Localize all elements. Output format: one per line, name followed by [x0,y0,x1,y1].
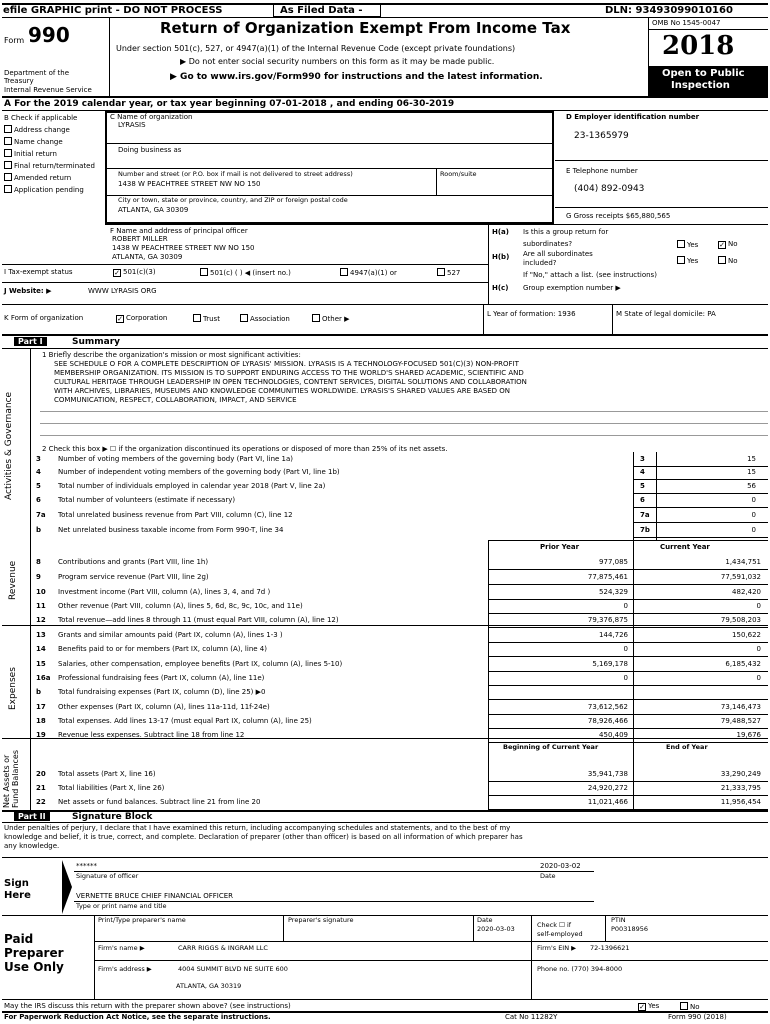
firm-ein: 72-1396621 [590,944,630,952]
current-year-value: 79,508,203 [720,616,761,624]
line-number: 17 [36,703,46,711]
mission-line: WITH ARCHIVES, LIBRARIES, MUSEUMS AND KNOWLEDGE COMMUNITIES WORLDWIDE. LYRASIS'S SHARED VALUES ARE BASED ON [54,387,511,395]
line-value: 56 [747,482,756,490]
line-description: Number of independent voting members of the governing body (Part VI, line 1b) [58,468,340,476]
line-number: 19 [36,731,46,739]
prior-year-value: 0 [623,674,628,682]
row-divider [488,584,768,585]
self-employed-label: self-employed [537,930,583,938]
current-year-value: 0 [756,602,761,610]
firm-name-label: Firm's name ▶ [98,944,145,952]
prior-year-value: 450,409 [599,731,628,739]
side-activities-governance: Activities & Governance [4,391,14,500]
sign-label: Sign [4,878,29,889]
irs-discuss-question: May the IRS discuss this return with the preparer shown above? (see instructions) [4,1002,291,1010]
line-description: Other expenses (Part IX, column (A), lines 11a-11d, 11f-24e) [58,703,270,711]
line-number: 13 [36,631,46,639]
line2-discontinued: 2 Check this box ▶ ☐ if the organization discontinued its operations or disposed of more than 25% of its net assets. [42,445,448,453]
current-year-value: 150,622 [732,631,761,639]
firm-phone: Phone no. (770) 394-8000 [537,965,623,973]
line-box-number: 7b [640,526,650,534]
ein-label: D Employer identification number [566,113,700,121]
ha-question-line1: Is this a group return for [523,228,609,236]
line-box-number: 4 [640,468,645,476]
officer-signature: ****** [76,862,97,870]
corporation-checkbox[interactable]: ✓ Corporation [117,314,168,323]
preparer-label: Preparer [4,946,64,960]
current-year-value: 21,333,795 [720,784,761,792]
omb-number: OMB No 1545-0047 [652,19,721,27]
check-amended-return[interactable]: Amended return [4,173,71,182]
part1-badge: Part I [14,337,47,346]
org-name-label: C Name of organization [110,113,193,121]
line-box-number: 5 [640,482,645,490]
prior-year-value: 5,169,178 [592,660,628,668]
prior-year-value: 73,612,562 [587,703,628,711]
form-title: Return of Organization Exempt From Income Tax [160,19,571,37]
paperwork-notice: For Paperwork Reduction Act Notice, see the separate instructions. [4,1013,271,1021]
preparer-signature-label: Preparer's signature [288,916,354,924]
line-number: 21 [36,784,46,792]
principal-officer-city: ATLANTA, GA 30309 [112,253,183,261]
line-number: b [36,688,42,696]
goto-note: ▶ Go to www.irs.gov/Form990 for instructions and the latest information. [170,72,543,82]
hb-yes-checkbox[interactable]: Yes [677,256,698,265]
self-employed-checkbox[interactable]: Check ☐ if [537,921,572,929]
ssn-note: ▶ Do not enter social security numbers on this form as it may be made public. [180,57,495,66]
check-final-return[interactable]: Final return/terminated [4,161,95,170]
prior-year-value: 0 [623,645,628,653]
line-number: b [36,526,42,534]
ein-value: 23-1365979 [574,131,629,141]
prior-year-value: 24,920,272 [587,784,628,792]
firm-ein-label: Firm's EIN ▶ [537,944,577,952]
ptin-label: PTIN [611,916,626,924]
line-number: 3 [36,455,41,463]
website-value: WWW LYRASIS ORG [88,287,157,295]
discuss-yes-checkbox[interactable]: ✓ Yes [639,1002,660,1011]
line-number: 20 [36,770,46,778]
signature-officer-label: Signature of officer [76,872,139,880]
row-divider [633,466,768,467]
line-number: 11 [36,602,46,610]
other-checkbox[interactable]: Other ▶ [312,314,349,323]
ha-question-line2: subordinates? [523,240,573,248]
hc-label: H(c) [492,284,509,292]
form-subtitle: Under section 501(c), 527, or 4947(a)(1) of the Internal Revenue Code (except private foundations) [116,44,516,53]
status-501c-checkbox[interactable]: 501(c) ( ) ◀ (insert no.) [200,268,291,277]
ha-yes-checkbox[interactable]: Yes [677,240,698,249]
org-name: LYRASIS [118,121,146,129]
line-number: 6 [36,496,41,504]
row-divider [488,569,768,570]
line-description: Net unrelated business taxable income from Form 990-T, line 34 [58,526,284,534]
line-number: 14 [36,645,46,653]
line-number: 8 [36,558,41,566]
current-year-value: 79,488,527 [720,717,761,725]
prior-year-value: 35,941,738 [587,770,628,778]
side-expenses: Expenses [8,667,18,710]
current-year-value: 73,146,473 [720,703,761,711]
row-divider [488,613,768,614]
cat-number: Cat No 11282Y [505,1013,558,1021]
discuss-no-checkbox[interactable]: No [680,1002,700,1011]
column-divider [656,452,657,540]
status-501c3-checkbox[interactable]: ✓ 501(c)(3) [114,268,156,277]
ha-no-checkbox[interactable]: ✓ No [719,240,738,249]
mission-line: SEE SCHEDULE O FOR A COMPLETE DESCRIPTION OF LYRASIS' MISSION. LYRASIS IS A TECHNOLOGY-FOCUSED 501(C)(3) NON-PROFIT [54,360,519,368]
prior-year-value: 524,329 [599,588,628,596]
check-address-change[interactable]: Address change [4,125,70,134]
year-of-formation: L Year of formation: 1936 [487,310,576,318]
row-divider [488,699,768,700]
side-net-assets: Net Assets or Fund Balances [2,750,20,808]
current-year-value: 77,591,032 [720,573,761,581]
current-year-value: 11,956,454 [720,798,761,806]
line-number: 18 [36,717,46,725]
dba-label: Doing business as [118,146,182,154]
line-description: Total liabilities (Part X, line 26) [58,784,165,792]
line-description: Total unrelated business revenue from Part VIII, column (C), line 12 [58,511,293,519]
preparer-date-label: Date [477,916,493,924]
dln: DLN: 93493099010160 [605,5,733,16]
telephone-value: (404) 892-0943 [574,184,645,194]
line-box-number: 3 [640,455,645,463]
prior-year-value: 977,085 [599,558,628,566]
perjury-statement: knowledge and belief, it is true, correct, and complete. Declaration of preparer (other than officer) is based on all information of which preparer has [4,833,523,841]
current-year-value: 482,420 [732,588,761,596]
officer-name-label: Type or print name and title [76,902,167,910]
row-divider [488,642,768,643]
row-divider [633,479,768,480]
current-year-value: 33,290,249 [720,770,761,778]
line-description: Benefits paid to or for members (Part IX, column (A), line 4) [58,645,267,653]
form-number: 990 [28,23,70,47]
hb-no-checkbox[interactable]: No [718,256,738,265]
line-value: 15 [747,468,756,476]
row-divider [633,537,768,538]
city-label: City or town, state or province, country, and ZIP or foreign postal code [118,196,348,204]
dept-line3: Internal Revenue Service [4,86,92,94]
line-number: 12 [36,616,46,624]
telephone-label: E Telephone number [566,167,638,175]
preparer-date: 2020-03-03 [477,925,515,933]
firm-address-label: Firm's address ▶ [98,965,152,973]
line-description: Other revenue (Part VIII, column (A), lines 5, 6d, 8c, 9c, 10c, and 11e) [58,602,303,610]
sign-date: 2020-03-02 [540,862,581,870]
state-of-domicile: M State of legal domicile: PA [616,310,716,318]
line-number: 22 [36,798,46,806]
section-b-label: B Check if applicable [4,114,78,122]
boy-header: Beginning of Current Year [503,743,599,751]
efile-banner: efile GRAPHIC print - DO NOT PROCESS [3,5,223,16]
line-description: Number of voting members of the governing body (Part VI, line 1a) [58,455,294,463]
mission-line: CULTURAL HERITAGE THROUGH LEADERSHIP IN OPEN TECHNOLOGIES, CONTENT SERVICES, DIGITAL SOLUTIONS AND COLLABORATION [54,378,527,386]
mission-line: MEMBERSHIP ORGANIZATION. ITS MISSION IS TO SUPPORT ENDURING ACCESS TO THE WORLD'S SHARED ACADEMIC, SCIENTIFIC AND [54,369,524,377]
line-number: 4 [36,468,41,476]
row-divider [633,522,768,523]
prior-year-value: 11,021,466 [587,798,628,806]
here-label: Here [4,890,31,901]
line-description: Total number of volunteers (estimate if necessary) [58,496,236,504]
row-divider [488,599,768,600]
tax-exempt-status-label: I Tax-exempt status [4,268,73,276]
row-divider [488,795,768,796]
part1-title: Summary [72,337,121,347]
prior-year-value: 144,726 [599,631,628,639]
line-value: 0 [751,496,756,504]
ha-label: H(a) [492,228,509,236]
line-description: Net assets or fund balances. Subtract line 21 from line 20 [58,798,261,806]
line-value: 0 [751,511,756,519]
status-527-checkbox[interactable]: 527 [437,268,460,277]
line-box-number: 6 [640,496,645,504]
form-prefix: Form [4,36,25,45]
line-description: Total fundraising expenses (Part IX, column (D), line 25) ▶0 [58,688,266,696]
line-number: 15 [36,660,46,668]
room-suite-label: Room/suite [440,170,477,178]
hb-note: If "No," attach a list. (see instructions) [523,271,657,279]
principal-officer-street: 1438 W PEACHTREE STREET NW NO 150 [112,244,255,252]
current-year-header: Current Year [660,543,710,551]
association-checkbox[interactable]: Association [240,314,290,323]
website-label: J Website: ▶ [4,287,52,295]
status-4947-checkbox[interactable]: 4947(a)(1) or [340,268,397,277]
use-only-label: Use Only [4,960,64,974]
line-number: 10 [36,588,46,596]
part2-title: Signature Block [72,812,153,822]
open-public-line2: Inspection [671,80,730,91]
line-number: 5 [36,482,41,490]
check-name-change[interactable]: Name change [4,137,63,146]
line1-label: 1 Briefly describe the organization's mission or most significant activities: [42,351,301,359]
line-number: 7a [36,511,46,519]
prior-year-value: 79,376,875 [587,616,628,624]
row-divider [488,728,768,729]
row-divider [488,671,768,672]
perjury-statement: any knowledge. [4,842,60,850]
row-divider [633,507,768,508]
check-initial-return[interactable]: Initial return [4,149,57,158]
line-number: 9 [36,573,41,581]
line-description: Professional fundraising fees (Part IX, column (A), line 11e) [58,674,265,682]
line-description: Revenue less expenses. Subtract line 18 from line 12 [58,731,245,739]
current-year-value: 1,434,751 [725,558,761,566]
as-filed-label: As Filed Data - [280,5,363,16]
form-footer: Form 990 (2018) [668,1013,727,1021]
current-year-value: 0 [756,674,761,682]
form-of-org-label: K Form of organization [4,314,84,322]
line-description: Salaries, other compensation, employee benefits (Part IX, column (A), lines 5-10) [58,660,343,668]
principal-officer-name: ROBERT MILLER [112,235,168,243]
row-divider [488,627,768,628]
check-application-pending[interactable]: Application pending [4,185,84,194]
sign-date-label: Date [540,872,556,880]
current-year-value: 19,676 [736,731,761,739]
paid-label: Paid [4,932,34,946]
firm-address-line1: 4004 SUMMIT BLVD NE SUITE 600 [178,965,288,973]
gross-receipts: G Gross receipts $65,880,565 [566,212,671,220]
sign-here-arrow-icon [62,860,72,914]
mission-line: COMMUNICATION, RESPECT, COLLABORATION, IMPACT, AND SERVICE [54,396,297,404]
line-description: Total revenue—add lines 8 through 11 (must equal Part VIII, column (A), line 12) [58,616,339,624]
hb-question-line2: included? [523,259,557,267]
prior-year-value: 0 [623,602,628,610]
line-description: Total expenses. Add lines 13-17 (must equal Part IX, column (A), line 25) [58,717,312,725]
principal-officer-label: F Name and address of principal officer [110,227,248,235]
city-state-zip: ATLANTA, GA 30309 [118,206,189,214]
line-description: Total assets (Part X, line 16) [58,770,156,778]
line-number: 16a [36,674,51,682]
line-value: 15 [747,455,756,463]
officer-name-title: VERNETTE BRUCE CHIEF FINANCIAL OFFICER [76,892,234,900]
prior-year-value: 78,926,466 [587,717,628,725]
line-a-tax-year: A For the 2019 calendar year, or tax year beginning 07-01-2018 , and ending 06-30-2019 [4,99,455,109]
row-divider [633,493,768,494]
line-box-number: 7a [640,511,650,519]
row-divider [488,781,768,782]
trust-checkbox[interactable]: Trust [193,314,220,323]
firm-name: CARR RIGGS & INGRAM LLC [178,944,268,952]
street-address: 1438 W PEACHTREE STREET NW NO 150 [118,180,261,188]
line-description: Program service revenue (Part VIII, line 2g) [58,573,209,581]
current-year-value: 6,185,432 [725,660,761,668]
tax-year: 2018 [662,31,735,61]
line-description: Contributions and grants (Part VIII, line 1h) [58,558,209,566]
part2-badge: Part II [14,812,50,821]
street-label: Number and street (or P.O. box if mail is not delivered to street address) [118,170,353,178]
row-divider [488,714,768,715]
preparer-name-label: Print/Type preparer's name [98,916,186,924]
open-public-line1: Open to Public [662,68,745,79]
dept-line2: Treasury [4,77,34,85]
eoy-header: End of Year [666,743,708,751]
line-description: Total number of individuals employed in calendar year 2018 (Part V, line 2a) [58,482,326,490]
hb-question-line1: Are all subordinates [523,250,593,258]
hb-label: H(b) [492,253,510,261]
side-revenue: Revenue [8,560,18,600]
ptin-value: P00318956 [611,925,649,933]
perjury-statement: Under penalties of perjury, I declare that I have examined this return, including accompanying schedules and statements, and to the best of my [4,824,511,832]
column-divider [633,452,634,540]
current-year-value: 0 [756,645,761,653]
line-value: 0 [751,526,756,534]
row-divider [488,656,768,657]
prior-year-header: Prior Year [540,543,580,551]
row-divider [488,685,768,686]
line-description: Grants and similar amounts paid (Part IX, column (A), lines 1-3 ) [58,631,283,639]
firm-address-line2: ATLANTA, GA 30319 [176,982,242,990]
prior-year-value: 77,875,461 [587,573,628,581]
hc-text: Group exemption number ▶ [523,284,621,292]
dept-line1: Department of the [4,69,70,77]
line-description: Investment income (Part VIII, column (A), lines 3, 4, and 7d ) [58,588,271,596]
